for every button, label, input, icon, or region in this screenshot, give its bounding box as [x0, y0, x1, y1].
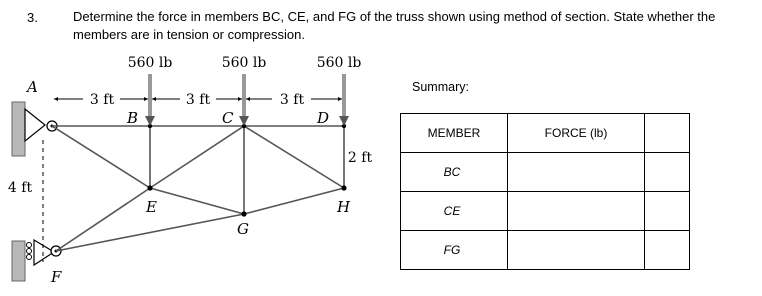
joint-label-h: H — [337, 198, 351, 216]
load-label-d: 560 lb — [316, 55, 362, 71]
state-cell[interactable] — [645, 231, 690, 270]
state-cell[interactable] — [645, 153, 690, 192]
force-cell[interactable] — [508, 192, 645, 231]
spacing-label-2: 3 ft — [185, 92, 211, 108]
header-member: MEMBER — [401, 114, 508, 153]
joint-label-d: D — [317, 109, 330, 127]
load-label-b: 560 lb — [127, 55, 173, 71]
joint-label-f: F — [51, 268, 62, 286]
wall-support-bottom — [12, 241, 25, 281]
load-label-c: 560 lb — [221, 55, 267, 71]
joint-label-a: A — [27, 78, 38, 96]
spacing-label-3: 3 ft — [279, 92, 305, 108]
header-force: FORCE (lb) — [508, 114, 645, 153]
question-number: 3. — [27, 10, 38, 25]
question-line-1: Determine the force in members BC, CE, and FG of the truss shown using method of section. State whether the — [73, 9, 716, 24]
wall-support-top — [12, 102, 25, 156]
summary-label: Summary: — [412, 80, 469, 94]
table-row — [401, 231, 690, 270]
joint-label-c: C — [222, 109, 234, 127]
pin-support-a — [25, 109, 57, 141]
member-name: CE — [443, 204, 461, 218]
table-row — [401, 153, 690, 192]
force-cell[interactable] — [508, 153, 645, 192]
member-cell — [401, 153, 508, 192]
joint-label-e: E — [146, 198, 157, 216]
question-line-2: members are in tension or compression. — [73, 27, 305, 42]
truss-members — [52, 126, 344, 251]
force-cell[interactable] — [508, 231, 645, 270]
header-blank — [645, 114, 690, 153]
roller-support-f — [27, 240, 62, 265]
member-name: BC — [443, 165, 461, 179]
joint-label-g: G — [237, 220, 249, 238]
table-row — [401, 192, 690, 231]
state-cell[interactable] — [645, 192, 690, 231]
member-cell — [401, 192, 508, 231]
member-cell — [401, 231, 508, 270]
table-header-row — [401, 114, 690, 153]
summary-table — [400, 113, 690, 270]
member-name: FG — [443, 243, 461, 257]
dimension-label-left: 4 ft — [7, 180, 33, 196]
joint-label-b: B — [127, 109, 139, 127]
spacing-label-1: 3 ft — [89, 92, 115, 108]
dimension-label-right: 2 ft — [347, 150, 373, 166]
